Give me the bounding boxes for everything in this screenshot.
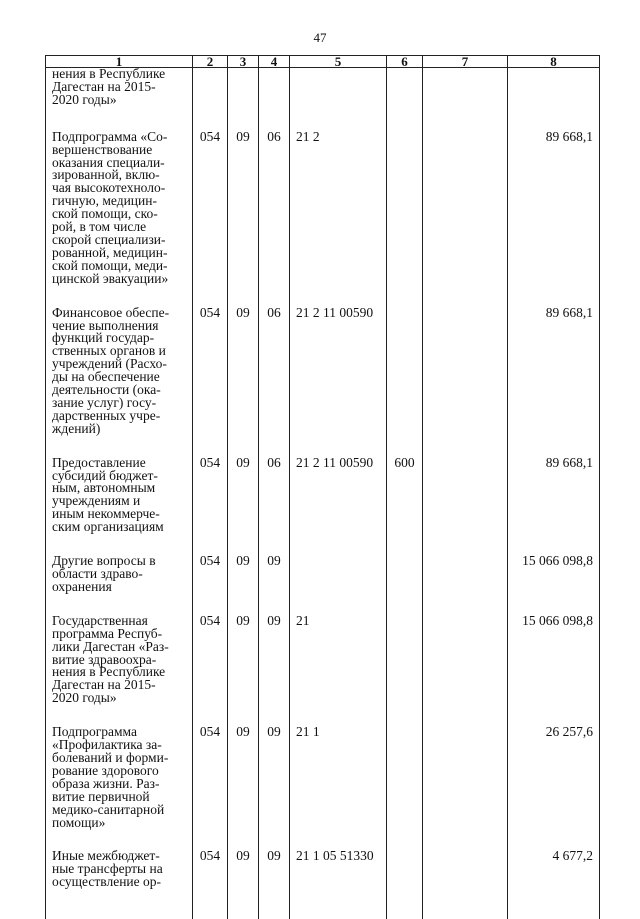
column-header: 4 xyxy=(259,56,290,68)
amount-cell xyxy=(508,68,600,131)
amount-cell: 26 257,6 xyxy=(508,726,600,850)
budget-table xyxy=(45,55,600,919)
table-row xyxy=(46,555,600,615)
section-code-cell: 09 xyxy=(228,726,259,850)
section-code-cell: 09 xyxy=(228,850,259,919)
section-code-cell: 09 xyxy=(228,131,259,307)
expense-type-cell xyxy=(387,726,423,850)
column-7-cell xyxy=(423,726,508,850)
chapter-code-cell: 054 xyxy=(193,615,228,726)
amount-cell: 89 668,1 xyxy=(508,131,600,307)
target-article-cell: 21 2 11 00590 xyxy=(290,307,387,457)
amount-cell: 89 668,1 xyxy=(508,457,600,555)
subsection-code-cell: 06 xyxy=(259,307,290,457)
target-article-cell: 21 2 11 00590 xyxy=(290,457,387,555)
table-row xyxy=(46,68,600,131)
chapter-code-cell: 054 xyxy=(193,131,228,307)
chapter-code-cell: 054 xyxy=(193,850,228,919)
column-7-cell xyxy=(423,615,508,726)
column-7-cell xyxy=(423,850,508,919)
row-name-cell: Подпрограмма «Со- вершенствование оказания специали- зированной, вклю- чая высокотехноло- гичную, медицин- ской помощи, ско- рой, в том числе скорой специализи- рованной, медицин- ской помощи, меди- цинской эвакуации» xyxy=(46,131,193,307)
expense-type-cell xyxy=(387,131,423,307)
column-header: 1 xyxy=(46,56,193,68)
table-row xyxy=(46,850,600,919)
row-name-cell: Подпрограмма «Профилактика за- болеваний и форми- рование здорового образа жизни. Раз- витие первичной медико-санитарной помощи» xyxy=(46,726,193,850)
amount-cell: 4 677,2 xyxy=(508,850,600,919)
row-name-cell: Иные межбюджет- ные трансферты на осуществление ор- xyxy=(46,850,193,919)
column-7-cell xyxy=(423,555,508,615)
expense-type-cell xyxy=(387,307,423,457)
target-article-cell: 21 1 xyxy=(290,726,387,850)
chapter-code-cell: 054 xyxy=(193,555,228,615)
column-header: 8 xyxy=(508,56,600,68)
expense-type-cell xyxy=(387,615,423,726)
target-article-cell: 21 1 05 51330 xyxy=(290,850,387,919)
expense-type-cell: 600 xyxy=(387,457,423,555)
column-header: 6 xyxy=(387,56,423,68)
section-code-cell: 09 xyxy=(228,457,259,555)
subsection-code-cell: 06 xyxy=(259,457,290,555)
expense-type-cell xyxy=(387,68,423,131)
row-name-cell: Финансовое обеспе- чение выполнения функций государ- ственных органов и учреждений (Расхо- ды на обеспечение деятельности (ока- зание услуг) госу- дарственных учре- ждений) xyxy=(46,307,193,457)
chapter-code-cell: 054 xyxy=(193,307,228,457)
target-article-cell xyxy=(290,68,387,131)
chapter-code-cell: 054 xyxy=(193,726,228,850)
expense-type-cell xyxy=(387,850,423,919)
section-code-cell: 09 xyxy=(228,615,259,726)
table-row xyxy=(46,131,600,307)
amount-cell: 89 668,1 xyxy=(508,307,600,457)
table-row xyxy=(46,457,600,555)
amount-cell: 15 066 098,8 xyxy=(508,555,600,615)
row-name-cell: Предоставление субсидий бюджет- ным, автономным учреждениям и иным некоммерче- ским организациям xyxy=(46,457,193,555)
target-article-cell: 21 xyxy=(290,615,387,726)
subsection-code-cell: 09 xyxy=(259,726,290,850)
section-code-cell: 09 xyxy=(228,307,259,457)
table-row xyxy=(46,615,600,726)
subsection-code-cell: 06 xyxy=(259,131,290,307)
chapter-code-cell xyxy=(193,68,228,131)
section-code-cell: 09 xyxy=(228,555,259,615)
row-name-cell: Государственная программа Респуб- лики Дагестан «Раз- витие здравоохра- нения в Республике Дагестан на 2015- 2020 годы» xyxy=(46,615,193,726)
column-7-cell xyxy=(423,457,508,555)
column-header: 5 xyxy=(290,56,387,68)
column-7-cell xyxy=(423,131,508,307)
subsection-code-cell: 09 xyxy=(259,850,290,919)
expense-type-cell xyxy=(387,555,423,615)
amount-cell: 15 066 098,8 xyxy=(508,615,600,726)
column-7-cell xyxy=(423,68,508,131)
row-name-cell: Другие вопросы в области здраво- охранения xyxy=(46,555,193,615)
chapter-code-cell: 054 xyxy=(193,457,228,555)
table-row xyxy=(46,307,600,457)
row-name-cell: нения в Республике Дагестан на 2015- 2020 годы» xyxy=(46,68,193,131)
column-header: 2 xyxy=(193,56,228,68)
target-article-cell xyxy=(290,555,387,615)
table-row xyxy=(46,726,600,850)
column-7-cell xyxy=(423,307,508,457)
column-header: 3 xyxy=(228,56,259,68)
column-header: 7 xyxy=(423,56,508,68)
subsection-code-cell xyxy=(259,68,290,131)
target-article-cell: 21 2 xyxy=(290,131,387,307)
section-code-cell xyxy=(228,68,259,131)
page-number: 47 xyxy=(313,30,327,45)
subsection-code-cell: 09 xyxy=(259,615,290,726)
subsection-code-cell: 09 xyxy=(259,555,290,615)
